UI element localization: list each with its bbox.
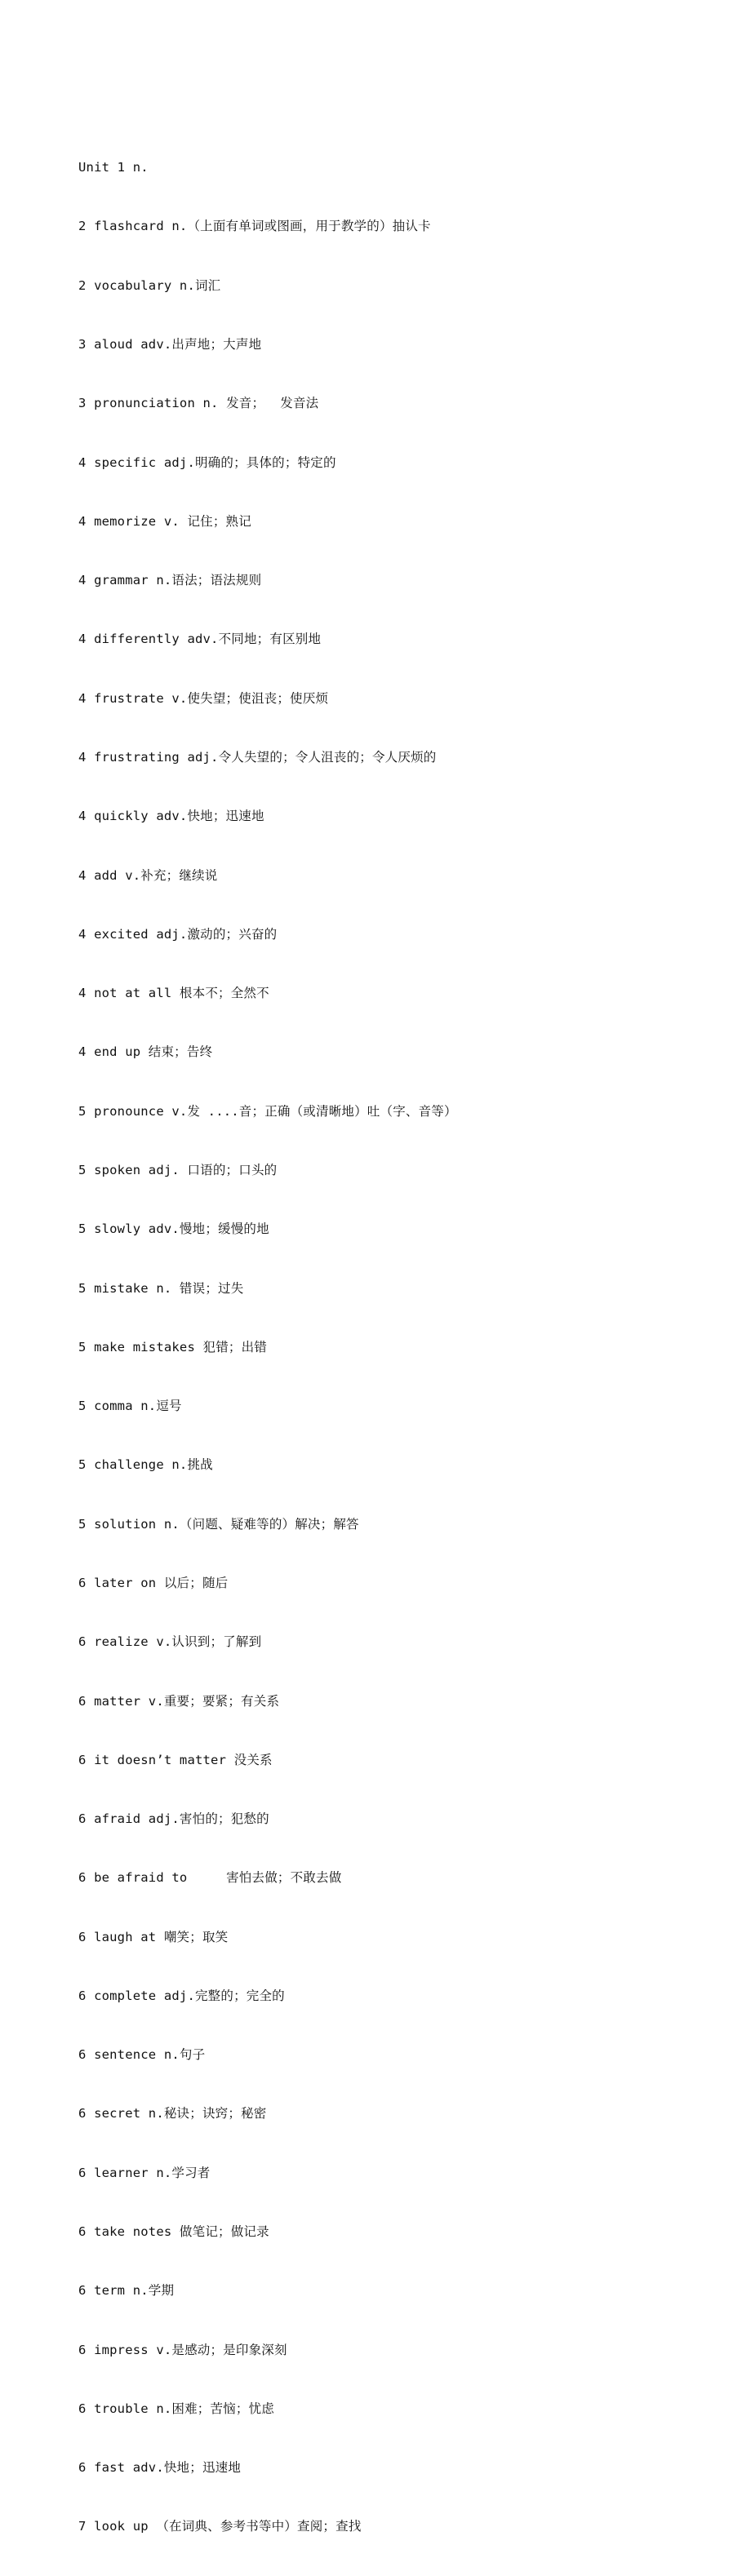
list-item: 5 slowly adv.慢地；缓慢的地 <box>78 1221 269 1237</box>
list-item: 6 it doesn’t matter 没关系 <box>78 1752 273 1767</box>
list-item: 6 complete adj.完整的；完全的 <box>78 1988 285 2003</box>
list-item: 3 aloud adv.出声地；大声地 <box>78 337 262 352</box>
list-item: 4 excited adj.激动的；兴奋的 <box>78 926 278 942</box>
list-item: 6 impress v.是感动；是印象深刻 <box>78 2342 287 2357</box>
list-item: 6 take notes 做笔记；做记录 <box>78 2224 269 2240</box>
list-item: 4 end up 结束；告终 <box>78 1044 213 1060</box>
list-item: 5 make mistakes 犯错；出错 <box>78 1339 268 1355</box>
list-item: 4 frustrating adj.令人失望的；令人沮丧的；令人厌烦的 <box>78 750 437 765</box>
list-item: 5 mistake n. 错误；过失 <box>78 1280 244 1296</box>
list-item: 6 afraid adj.害怕的；犯愁的 <box>78 1811 269 1827</box>
list-item: 4 quickly adv.快地；迅速地 <box>78 809 264 824</box>
list-item: 6 trouble n.困难；苦恼；忧虑 <box>78 2401 274 2416</box>
vocabulary-list <box>78 118 731 2576</box>
list-item: 4 add v.补充；继续说 <box>78 867 218 883</box>
list-item: 5 solution n.（问题、疑难等的）解决；解答 <box>78 1516 359 1532</box>
list-item: 7 look up （在词典、参考书等中）查阅；查找 <box>78 2519 362 2534</box>
list-item: 4 specific adj.明确的；具体的；特定的 <box>78 454 336 470</box>
list-item: 6 sentence n.句子 <box>78 2047 206 2063</box>
list-item: 5 pronounce v.发 ....音；正确（或清晰地）吐（字、音等） <box>78 1103 457 1119</box>
list-item: 6 learner n.学习者 <box>78 2165 211 2180</box>
list-item: 2 flashcard n.（上面有单词或图画，用于教学的）抽认卡 <box>78 219 431 234</box>
list-item: 5 challenge n.挑战 <box>78 1457 213 1473</box>
list-item: 2 vocabulary n.词汇 <box>78 277 221 293</box>
list-item: 4 grammar n.语法；语法规则 <box>78 573 262 588</box>
list-item: 6 term n.学期 <box>78 2283 175 2299</box>
list-item: 4 not at all 根本不；全然不 <box>78 986 269 1001</box>
list-item: 6 laugh at 嘲笑；取笑 <box>78 1929 229 1944</box>
list-item: 6 fast adv.快地；迅速地 <box>78 2460 242 2476</box>
list-item: 5 comma n.逗号 <box>78 1399 182 1414</box>
list-item: 6 secret n.秘诀；诀窍；秘密 <box>78 2106 267 2122</box>
list-item: 5 spoken adj. 口语的；口头的 <box>78 1162 278 1177</box>
list-item: 6 realize v.认识到；了解到 <box>78 1634 262 1650</box>
list-item: 4 memorize v. 记住；熟记 <box>78 513 251 529</box>
list-item: 3 pronunciation n. 发音； 发音法 <box>78 396 319 411</box>
list-item: 4 frustrate v.使失望；使沮丧；使厌烦 <box>78 690 329 706</box>
list-item: 6 be afraid to 害怕去做；不敢去做 <box>78 1870 342 1886</box>
list-item: Unit 1 n. <box>78 160 149 175</box>
list-item: 4 differently adv.不同地；有区别地 <box>78 632 322 647</box>
list-item: 6 matter v.重要；要紧；有关系 <box>78 1693 280 1709</box>
list-item: 6 later on 以后；随后 <box>78 1575 229 1590</box>
